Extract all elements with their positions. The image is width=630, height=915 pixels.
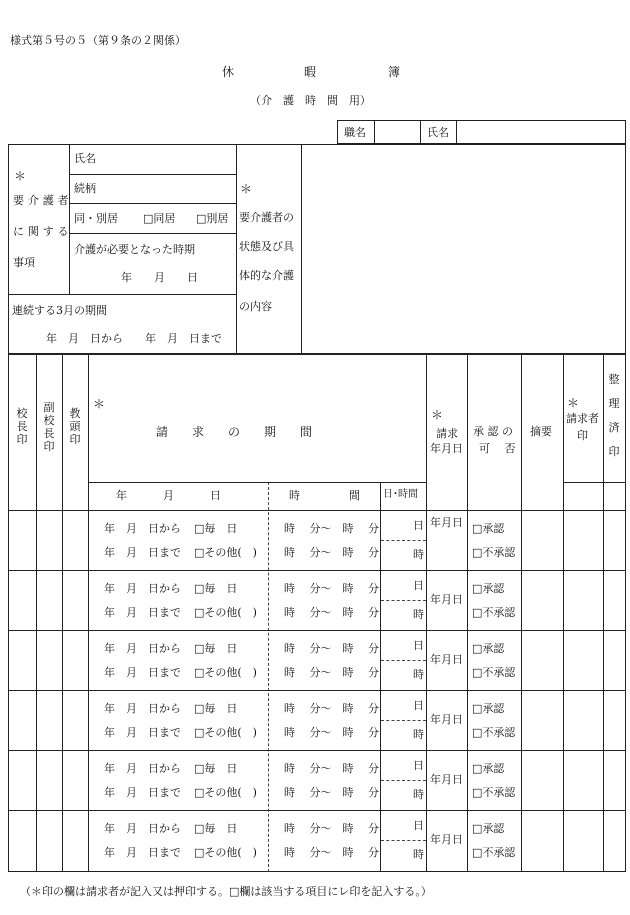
from-date: 年 月 日から bbox=[104, 582, 181, 595]
time-range-2: 時 分〜 時 分 bbox=[284, 726, 379, 739]
vice-principal-seal-header: 副校長印 bbox=[43, 401, 55, 453]
approval-line-2: 可 否 bbox=[479, 442, 516, 455]
from-date: 年 月 日から bbox=[104, 702, 181, 715]
request-date: 年月日 bbox=[430, 833, 463, 846]
other-checkbox[interactable]: □その他( ) bbox=[194, 666, 257, 679]
to-date: 年 月 日まで bbox=[104, 726, 181, 739]
state-asterisk: ＊ bbox=[240, 182, 253, 196]
care-label-line-2: に関する bbox=[13, 225, 73, 238]
hour-unit: 時 bbox=[413, 548, 424, 561]
other-checkbox[interactable]: □その他( ) bbox=[194, 846, 257, 859]
hour-unit: 時 bbox=[413, 668, 424, 681]
from-date: 年 月 日から bbox=[104, 642, 181, 655]
requester-seal-line-2: 印 bbox=[577, 429, 588, 442]
position-value-field[interactable] bbox=[375, 121, 420, 143]
day-unit: 日 bbox=[413, 759, 424, 772]
hour-unit: 時 bbox=[413, 608, 424, 621]
day-hour-header: 日･時間 bbox=[383, 489, 418, 500]
other-checkbox[interactable]: □その他( ) bbox=[194, 786, 257, 799]
care-separate-checkbox[interactable]: □別居 bbox=[196, 212, 229, 225]
to-date: 年 月 日まで bbox=[104, 846, 181, 859]
hour-header: 時 bbox=[289, 489, 300, 502]
every-day-checkbox[interactable]: □毎 日 bbox=[194, 762, 238, 775]
name-value-field[interactable] bbox=[457, 121, 625, 143]
footnote: （＊印の欄は請求者が記入又は押印する。□欄は該当する項目にレ印を記入する。） bbox=[20, 885, 432, 898]
request-date: 年月日 bbox=[430, 516, 463, 529]
day-unit: 日 bbox=[413, 819, 424, 832]
care-relation-label: 続柄 bbox=[74, 182, 96, 195]
period-value: 年 月 日から 年 月 日まで bbox=[46, 332, 222, 345]
principal-seal-header: 校長印 bbox=[16, 407, 28, 446]
time-range-1: 時 分〜 時 分 bbox=[284, 822, 379, 835]
other-checkbox[interactable]: □その他( ) bbox=[194, 606, 257, 619]
other-checkbox[interactable]: □その他( ) bbox=[194, 546, 257, 559]
care-label-line-1: 要介護者 bbox=[13, 194, 73, 207]
every-day-checkbox[interactable]: □毎 日 bbox=[194, 522, 238, 535]
care-name-label: 氏名 bbox=[74, 152, 96, 165]
time-range-2: 時 分〜 時 分 bbox=[284, 846, 379, 859]
filed-seal-header: 整理済印 bbox=[608, 373, 620, 458]
time-range-2: 時 分〜 時 分 bbox=[284, 546, 379, 559]
state-line-1: 要介護者の bbox=[239, 211, 294, 224]
disapprove-checkbox[interactable]: □不承認 bbox=[472, 666, 516, 679]
time-range-1: 時 分〜 時 分 bbox=[284, 582, 379, 595]
care-together-checkbox[interactable]: □同居 bbox=[143, 212, 176, 225]
disapprove-checkbox[interactable]: □不承認 bbox=[472, 846, 516, 859]
requester-seal-line-1: 請求者 bbox=[566, 412, 599, 425]
disapprove-checkbox[interactable]: □不承認 bbox=[472, 786, 516, 799]
time-range-1: 時 分〜 時 分 bbox=[284, 642, 379, 655]
head-teacher-seal-header: 教頭印 bbox=[69, 407, 81, 446]
to-date: 年 月 日まで bbox=[104, 666, 181, 679]
period-header: 請 求 の 期 間 bbox=[156, 425, 313, 439]
disapprove-checkbox[interactable]: □不承認 bbox=[472, 606, 516, 619]
state-line-2: 状態及び具 bbox=[239, 240, 294, 253]
approve-checkbox[interactable]: □承認 bbox=[472, 822, 505, 835]
to-date: 年 月 日まで bbox=[104, 546, 181, 559]
name-label: 氏名 bbox=[427, 126, 449, 139]
every-day-checkbox[interactable]: □毎 日 bbox=[194, 642, 238, 655]
care-needed-label: 介護が必要となった時期 bbox=[74, 243, 195, 256]
title-char-1: 休 bbox=[222, 65, 235, 79]
time-range-2: 時 分〜 時 分 bbox=[284, 786, 379, 799]
care-label-line-3: 事項 bbox=[13, 256, 35, 269]
request-date: 年月日 bbox=[430, 773, 463, 786]
request-date-line-2: 年月日 bbox=[430, 442, 463, 455]
period-label: 連続する3月の期間 bbox=[12, 304, 107, 317]
period-asterisk: ＊ bbox=[93, 397, 106, 411]
approve-checkbox[interactable]: □承認 bbox=[472, 582, 505, 595]
interval-header: 間 bbox=[349, 489, 360, 502]
care-residence-label: 同・別居 bbox=[74, 212, 118, 225]
subtitle: （介 護 時 間 用） bbox=[250, 94, 371, 107]
title-char-3: 簿 bbox=[388, 65, 401, 79]
approve-checkbox[interactable]: □承認 bbox=[472, 702, 505, 715]
request-date: 年月日 bbox=[430, 593, 463, 606]
day-unit: 日 bbox=[413, 639, 424, 652]
day-unit: 日 bbox=[413, 699, 424, 712]
approve-checkbox[interactable]: □承認 bbox=[472, 642, 505, 655]
time-range-2: 時 分〜 時 分 bbox=[284, 666, 379, 679]
disapprove-checkbox[interactable]: □不承認 bbox=[472, 546, 516, 559]
request-date-line-1: 請求 bbox=[436, 427, 458, 440]
summary-header: 摘要 bbox=[530, 425, 552, 438]
request-date: 年月日 bbox=[430, 713, 463, 726]
requester-asterisk: ＊ bbox=[567, 396, 580, 410]
time-range-1: 時 分〜 時 分 bbox=[284, 702, 379, 715]
approve-checkbox[interactable]: □承認 bbox=[472, 522, 505, 535]
day-unit: 日 bbox=[413, 519, 424, 532]
time-range-1: 時 分〜 時 分 bbox=[284, 762, 379, 775]
care-needed-date: 年 月 日 bbox=[121, 271, 198, 284]
title-char-2: 暇 bbox=[304, 65, 317, 79]
from-date: 年 月 日から bbox=[104, 522, 181, 535]
time-range-2: 時 分〜 時 分 bbox=[284, 606, 379, 619]
request-date: 年月日 bbox=[430, 653, 463, 666]
from-date: 年 月 日から bbox=[104, 762, 181, 775]
other-checkbox[interactable]: □その他( ) bbox=[194, 726, 257, 739]
position-label: 職名 bbox=[344, 126, 366, 139]
request-date-asterisk: ＊ bbox=[431, 408, 444, 422]
every-day-checkbox[interactable]: □毎 日 bbox=[194, 582, 238, 595]
approval-line-1: 承 認 の bbox=[473, 425, 513, 438]
hour-unit: 時 bbox=[413, 848, 424, 861]
hour-unit: 時 bbox=[413, 728, 424, 741]
month-header: 月 bbox=[163, 489, 174, 502]
hour-unit: 時 bbox=[413, 788, 424, 801]
every-day-checkbox[interactable]: □毎 日 bbox=[194, 822, 238, 835]
state-line-3: 体的な介護 bbox=[239, 269, 294, 282]
year-header: 年 bbox=[116, 489, 127, 502]
day-header: 日 bbox=[210, 489, 221, 502]
care-asterisk: ＊ bbox=[14, 169, 27, 183]
day-unit: 日 bbox=[413, 579, 424, 592]
to-date: 年 月 日まで bbox=[104, 606, 181, 619]
disapprove-checkbox[interactable]: □不承認 bbox=[472, 726, 516, 739]
time-range-1: 時 分〜 時 分 bbox=[284, 522, 379, 535]
to-date: 年 月 日まで bbox=[104, 786, 181, 799]
from-date: 年 月 日から bbox=[104, 822, 181, 835]
approve-checkbox[interactable]: □承認 bbox=[472, 762, 505, 775]
state-line-4: の内容 bbox=[239, 300, 272, 313]
state-content-field[interactable] bbox=[302, 145, 625, 353]
every-day-checkbox[interactable]: □毎 日 bbox=[194, 702, 238, 715]
form-number: 様式第５号の５（第９条の２関係） bbox=[10, 34, 186, 47]
